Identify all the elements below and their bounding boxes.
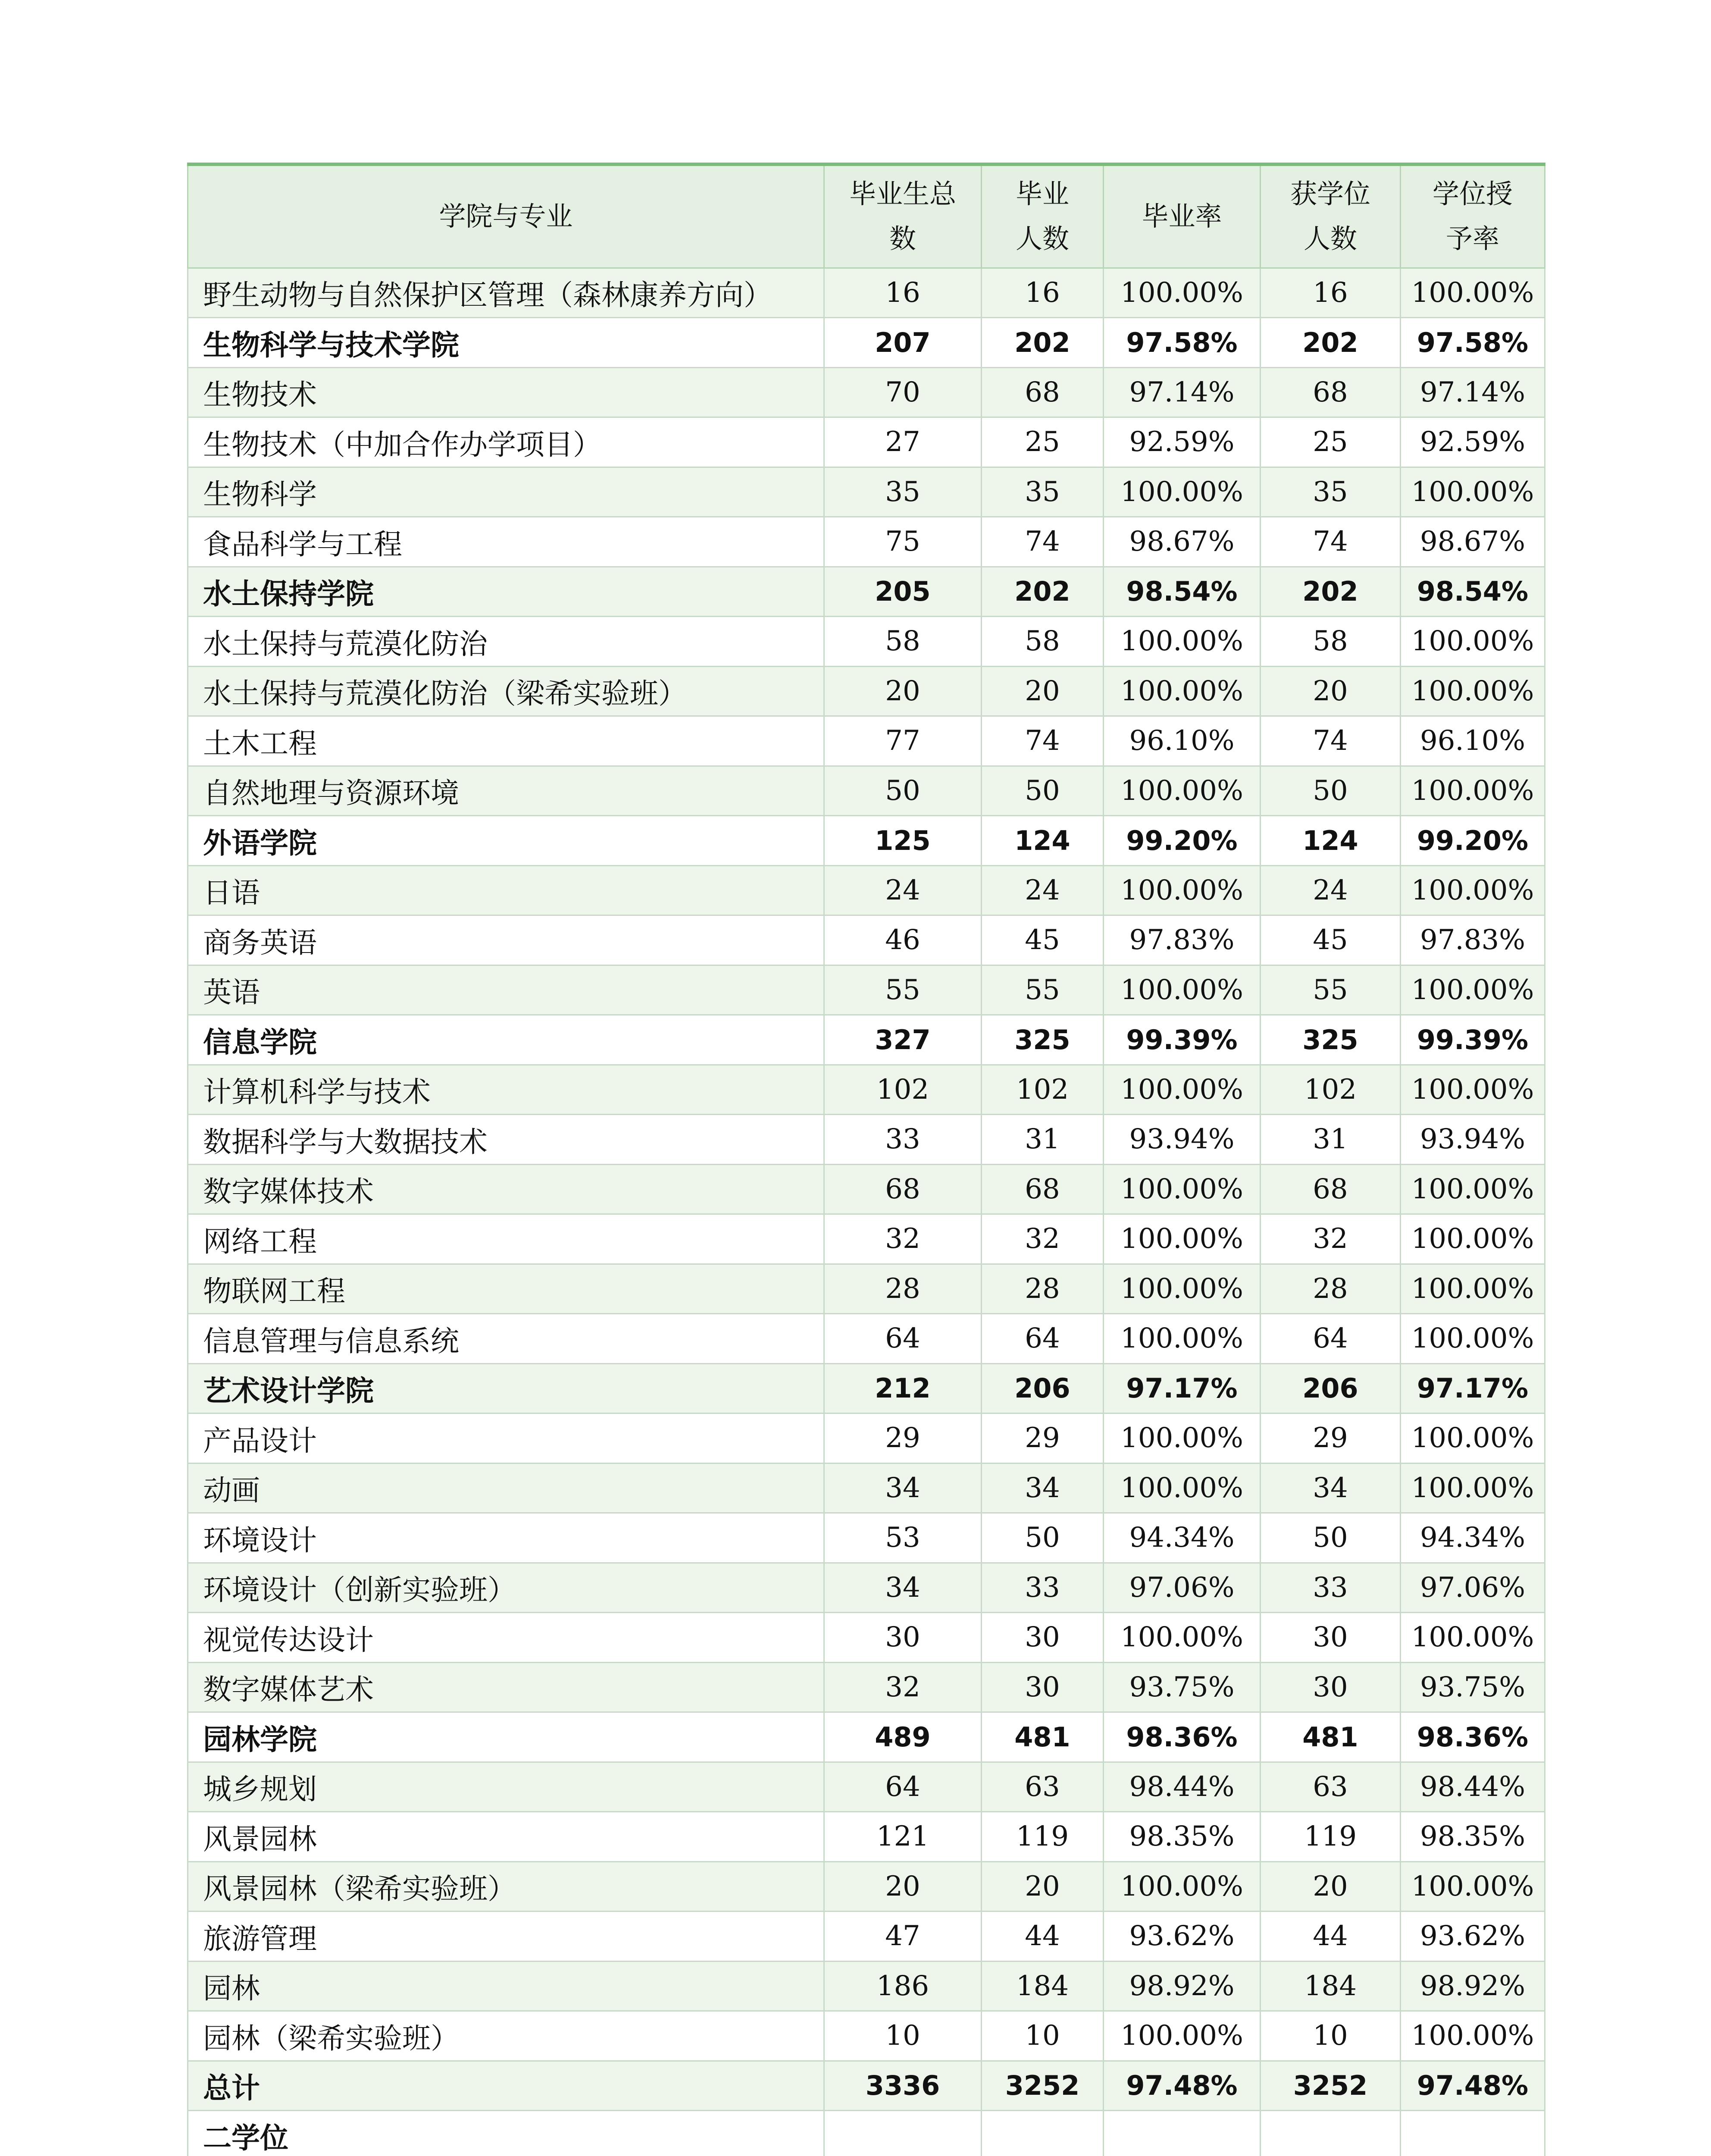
cell-total: 27 [824, 417, 982, 467]
cell-degree: 63 [1261, 1762, 1401, 1812]
table-row [188, 1413, 1545, 1463]
cell-total: 33 [824, 1115, 982, 1165]
cell-degree-rate: 93.75% [1401, 1662, 1545, 1712]
cell-degree: 58 [1261, 617, 1401, 667]
cell-graduated: 10 [982, 2011, 1104, 2061]
cell-degree-rate [1401, 2111, 1545, 2156]
cell-degree: 50 [1261, 1513, 1401, 1563]
cell-degree-rate: 100.00% [1401, 617, 1545, 667]
cell-total: 125 [824, 816, 982, 866]
table-row [188, 1563, 1545, 1613]
cell-degree: 68 [1261, 367, 1401, 417]
cell-degree: 74 [1261, 517, 1401, 567]
cell-graduated: 68 [982, 367, 1104, 417]
table-row [188, 766, 1545, 816]
cell-grad-rate: 100.00% [1104, 965, 1261, 1015]
header-degree-rate: 学位授 予率 [1401, 164, 1545, 268]
cell-grad-rate: 99.20% [1104, 816, 1261, 866]
cell-name: 水土保持学院 [188, 567, 824, 617]
cell-total: 34 [824, 1563, 982, 1613]
cell-name: 园林（梁希实验班） [188, 2011, 824, 2061]
cell-name: 外语学院 [188, 816, 824, 866]
cell-degree: 3252 [1261, 2061, 1401, 2111]
cell-total: 53 [824, 1513, 982, 1563]
cell-degree-rate: 93.62% [1401, 1912, 1545, 1962]
cell-total: 35 [824, 467, 982, 517]
cell-total: 75 [824, 517, 982, 567]
graduation-stats-table [187, 163, 1545, 2156]
cell-grad-rate: 100.00% [1104, 1413, 1261, 1463]
cell-degree-rate: 98.35% [1401, 1812, 1545, 1862]
cell-graduated: 206 [982, 1363, 1104, 1413]
cell-graduated: 325 [982, 1015, 1104, 1065]
table-row [188, 666, 1545, 716]
cell-graduated [982, 2111, 1104, 2156]
cell-degree: 20 [1261, 1861, 1401, 1912]
table-row-group [188, 816, 1545, 866]
table-row [188, 617, 1545, 667]
table-row [188, 1264, 1545, 1314]
cell-grad-rate: 100.00% [1104, 1264, 1261, 1314]
cell-degree-rate: 100.00% [1401, 467, 1545, 517]
cell-degree: 30 [1261, 1662, 1401, 1712]
cell-graduated: 184 [982, 1961, 1104, 2011]
cell-name: 土木工程 [188, 716, 824, 766]
header-college-major: 学院与专业 [188, 164, 824, 268]
cell-degree: 30 [1261, 1613, 1401, 1663]
cell-total: 20 [824, 1861, 982, 1912]
table-row [188, 467, 1545, 517]
cell-total: 64 [824, 1314, 982, 1364]
cell-name: 计算机科学与技术 [188, 1065, 824, 1115]
cell-name: 生物技术（中加合作办学项目） [188, 417, 824, 467]
cell-total: 30 [824, 1613, 982, 1663]
cell-name: 网络工程 [188, 1214, 824, 1264]
cell-degree: 50 [1261, 766, 1401, 816]
cell-degree: 206 [1261, 1363, 1401, 1413]
cell-grad-rate: 100.00% [1104, 1214, 1261, 1264]
cell-grad-rate: 100.00% [1104, 1613, 1261, 1663]
table-row [188, 367, 1545, 417]
cell-name: 自然地理与资源环境 [188, 766, 824, 816]
cell-degree-rate: 100.00% [1401, 666, 1545, 716]
cell-graduated: 58 [982, 617, 1104, 667]
cell-graduated: 28 [982, 1264, 1104, 1314]
cell-graduated: 44 [982, 1912, 1104, 1962]
cell-degree: 32 [1261, 1214, 1401, 1264]
header-degree-count: 获学位 人数 [1261, 164, 1401, 268]
cell-total: 32 [824, 1662, 982, 1712]
cell-degree: 124 [1261, 816, 1401, 866]
table-row [188, 965, 1545, 1015]
cell-total: 20 [824, 666, 982, 716]
cell-graduated: 30 [982, 1613, 1104, 1663]
cell-graduated: 119 [982, 1812, 1104, 1862]
cell-graduated: 202 [982, 567, 1104, 617]
cell-total: 34 [824, 1463, 982, 1513]
cell-degree-rate: 98.54% [1401, 567, 1545, 617]
cell-degree: 102 [1261, 1065, 1401, 1115]
cell-total: 68 [824, 1164, 982, 1214]
cell-degree-rate: 93.94% [1401, 1115, 1545, 1165]
cell-degree-rate: 97.58% [1401, 318, 1545, 368]
cell-degree-rate: 100.00% [1401, 1463, 1545, 1513]
cell-grad-rate: 98.67% [1104, 517, 1261, 567]
cell-graduated: 20 [982, 666, 1104, 716]
cell-degree-rate: 97.14% [1401, 367, 1545, 417]
cell-degree: 481 [1261, 1712, 1401, 1762]
cell-total: 102 [824, 1065, 982, 1115]
cell-grad-rate: 100.00% [1104, 1861, 1261, 1912]
cell-grad-rate: 100.00% [1104, 2011, 1261, 2061]
cell-name: 数字媒体技术 [188, 1164, 824, 1214]
table-row [188, 1912, 1545, 1962]
table-row [188, 1613, 1545, 1663]
cell-degree: 44 [1261, 1912, 1401, 1962]
cell-total: 3336 [824, 2061, 982, 2111]
table-row [188, 716, 1545, 766]
cell-degree: 34 [1261, 1463, 1401, 1513]
cell-grad-rate: 100.00% [1104, 1463, 1261, 1513]
cell-graduated: 33 [982, 1563, 1104, 1613]
table-row [188, 1861, 1545, 1912]
table-row-group [188, 1363, 1545, 1413]
cell-name: 野生动物与自然保护区管理（森林康养方向） [188, 268, 824, 318]
cell-name: 数字媒体艺术 [188, 1662, 824, 1712]
cell-total: 50 [824, 766, 982, 816]
cell-name: 旅游管理 [188, 1912, 824, 1962]
cell-name: 园林学院 [188, 1712, 824, 1762]
cell-grad-rate: 97.58% [1104, 318, 1261, 368]
cell-degree-rate: 92.59% [1401, 417, 1545, 467]
cell-degree: 29 [1261, 1413, 1401, 1463]
table-row [188, 268, 1545, 318]
cell-degree-rate: 97.83% [1401, 915, 1545, 965]
cell-degree: 25 [1261, 417, 1401, 467]
header-graduation-rate: 毕业率 [1104, 164, 1261, 268]
cell-degree-rate: 98.44% [1401, 1762, 1545, 1812]
cell-graduated: 64 [982, 1314, 1104, 1364]
cell-degree: 325 [1261, 1015, 1401, 1065]
cell-degree: 68 [1261, 1164, 1401, 1214]
cell-name: 信息管理与信息系统 [188, 1314, 824, 1364]
cell-name: 生物科学与技术学院 [188, 318, 824, 368]
cell-degree: 24 [1261, 865, 1401, 915]
cell-grad-rate: 100.00% [1104, 766, 1261, 816]
cell-graduated: 74 [982, 716, 1104, 766]
cell-grad-rate: 97.06% [1104, 1563, 1261, 1613]
cell-graduated: 24 [982, 865, 1104, 915]
cell-total: 205 [824, 567, 982, 617]
cell-total: 46 [824, 915, 982, 965]
cell-total: 32 [824, 1214, 982, 1264]
cell-graduated: 30 [982, 1662, 1104, 1712]
table-row [188, 2011, 1545, 2061]
cell-name: 风景园林（梁希实验班） [188, 1861, 824, 1912]
cell-degree: 45 [1261, 915, 1401, 965]
cell-grad-rate: 98.35% [1104, 1812, 1261, 1862]
cell-graduated: 102 [982, 1065, 1104, 1115]
cell-graduated: 31 [982, 1115, 1104, 1165]
cell-total: 186 [824, 1961, 982, 2011]
cell-total: 55 [824, 965, 982, 1015]
cell-degree: 31 [1261, 1115, 1401, 1165]
cell-grad-rate: 93.94% [1104, 1115, 1261, 1165]
table-row-group [188, 2061, 1545, 2111]
cell-name: 英语 [188, 965, 824, 1015]
cell-grad-rate: 97.48% [1104, 2061, 1261, 2111]
table-row [188, 1065, 1545, 1115]
table-row [188, 1762, 1545, 1812]
cell-total: 58 [824, 617, 982, 667]
cell-degree-rate: 96.10% [1401, 716, 1545, 766]
cell-degree [1261, 2111, 1401, 2156]
cell-degree-rate: 97.48% [1401, 2061, 1545, 2111]
cell-degree-rate: 100.00% [1401, 965, 1545, 1015]
cell-grad-rate: 100.00% [1104, 617, 1261, 667]
cell-degree: 28 [1261, 1264, 1401, 1314]
cell-grad-rate: 100.00% [1104, 467, 1261, 517]
cell-name: 环境设计（创新实验班） [188, 1563, 824, 1613]
cell-total: 29 [824, 1413, 982, 1463]
cell-total: 70 [824, 367, 982, 417]
cell-graduated: 45 [982, 915, 1104, 965]
cell-name: 水土保持与荒漠化防治（梁希实验班） [188, 666, 824, 716]
table-row [188, 1513, 1545, 1563]
cell-total: 207 [824, 318, 982, 368]
cell-grad-rate: 100.00% [1104, 1065, 1261, 1115]
table-row [188, 1164, 1545, 1214]
cell-degree-rate: 97.06% [1401, 1563, 1545, 1613]
cell-graduated: 68 [982, 1164, 1104, 1214]
cell-name: 生物科学 [188, 467, 824, 517]
cell-name: 信息学院 [188, 1015, 824, 1065]
cell-total: 16 [824, 268, 982, 318]
cell-name: 产品设计 [188, 1413, 824, 1463]
table-row-group [188, 1712, 1545, 1762]
cell-grad-rate [1104, 2111, 1261, 2156]
cell-name: 视觉传达设计 [188, 1613, 824, 1663]
cell-degree: 202 [1261, 567, 1401, 617]
table-row-group [188, 318, 1545, 368]
cell-graduated: 202 [982, 318, 1104, 368]
cell-graduated: 3252 [982, 2061, 1104, 2111]
cell-name: 总计 [188, 2061, 824, 2111]
cell-degree-rate: 100.00% [1401, 766, 1545, 816]
cell-degree-rate: 100.00% [1401, 1065, 1545, 1115]
cell-grad-rate: 97.14% [1104, 367, 1261, 417]
cell-grad-rate: 99.39% [1104, 1015, 1261, 1065]
cell-name: 环境设计 [188, 1513, 824, 1563]
table-body [188, 268, 1545, 2156]
cell-degree-rate: 99.39% [1401, 1015, 1545, 1065]
cell-grad-rate: 97.83% [1104, 915, 1261, 965]
cell-degree-rate: 97.17% [1401, 1363, 1545, 1413]
table-row [188, 1662, 1545, 1712]
cell-degree-rate: 94.34% [1401, 1513, 1545, 1563]
cell-graduated: 32 [982, 1214, 1104, 1264]
table-row [188, 1314, 1545, 1364]
header-total-graduates: 毕业生总 数 [824, 164, 982, 268]
cell-graduated: 74 [982, 517, 1104, 567]
cell-grad-rate: 93.62% [1104, 1912, 1261, 1962]
cell-total: 121 [824, 1812, 982, 1862]
cell-grad-rate: 100.00% [1104, 865, 1261, 915]
cell-grad-rate: 93.75% [1104, 1662, 1261, 1712]
table-row [188, 1961, 1545, 2011]
cell-total: 47 [824, 1912, 982, 1962]
cell-graduated: 63 [982, 1762, 1104, 1812]
cell-name: 城乡规划 [188, 1762, 824, 1812]
cell-degree: 184 [1261, 1961, 1401, 2011]
cell-graduated: 55 [982, 965, 1104, 1015]
cell-name: 日语 [188, 865, 824, 915]
table-row [188, 517, 1545, 567]
cell-degree: 119 [1261, 1812, 1401, 1862]
cell-total: 24 [824, 865, 982, 915]
cell-total: 77 [824, 716, 982, 766]
cell-graduated: 481 [982, 1712, 1104, 1762]
cell-grad-rate: 98.54% [1104, 567, 1261, 617]
cell-graduated: 20 [982, 1861, 1104, 1912]
table-row [188, 417, 1545, 467]
cell-name: 二学位 [188, 2111, 824, 2156]
cell-degree: 16 [1261, 268, 1401, 318]
cell-degree-rate: 98.92% [1401, 1961, 1545, 2011]
cell-graduated: 16 [982, 268, 1104, 318]
cell-grad-rate: 100.00% [1104, 1314, 1261, 1364]
cell-name: 商务英语 [188, 915, 824, 965]
cell-total: 327 [824, 1015, 982, 1065]
cell-graduated: 25 [982, 417, 1104, 467]
cell-graduated: 35 [982, 467, 1104, 517]
cell-name: 生物技术 [188, 367, 824, 417]
cell-degree-rate: 100.00% [1401, 1613, 1545, 1663]
cell-total: 489 [824, 1712, 982, 1762]
table-row-group [188, 2111, 1545, 2156]
cell-name: 动画 [188, 1463, 824, 1513]
cell-degree-rate: 99.20% [1401, 816, 1545, 866]
table-row-group [188, 567, 1545, 617]
cell-degree-rate: 100.00% [1401, 1264, 1545, 1314]
cell-degree-rate: 100.00% [1401, 1314, 1545, 1364]
cell-graduated: 34 [982, 1463, 1104, 1513]
table-row [188, 1812, 1545, 1862]
cell-grad-rate: 94.34% [1104, 1513, 1261, 1563]
cell-name: 物联网工程 [188, 1264, 824, 1314]
cell-degree-rate: 100.00% [1401, 1164, 1545, 1214]
cell-total [824, 2111, 982, 2156]
cell-degree: 20 [1261, 666, 1401, 716]
cell-degree-rate: 98.36% [1401, 1712, 1545, 1762]
cell-total: 212 [824, 1363, 982, 1413]
cell-grad-rate: 96.10% [1104, 716, 1261, 766]
table-row-group [188, 1015, 1545, 1065]
cell-grad-rate: 100.00% [1104, 1164, 1261, 1214]
cell-graduated: 50 [982, 766, 1104, 816]
cell-name: 艺术设计学院 [188, 1363, 824, 1413]
cell-grad-rate: 100.00% [1104, 268, 1261, 318]
header-graduated-count: 毕业 人数 [982, 164, 1104, 268]
cell-name: 水土保持与荒漠化防治 [188, 617, 824, 667]
cell-graduated: 124 [982, 816, 1104, 866]
cell-degree: 10 [1261, 2011, 1401, 2061]
cell-degree-rate: 100.00% [1401, 1214, 1545, 1264]
cell-degree: 55 [1261, 965, 1401, 1015]
cell-graduated: 50 [982, 1513, 1104, 1563]
cell-grad-rate: 98.44% [1104, 1762, 1261, 1812]
cell-degree-rate: 100.00% [1401, 268, 1545, 318]
cell-degree-rate: 100.00% [1401, 865, 1545, 915]
cell-degree: 202 [1261, 318, 1401, 368]
cell-grad-rate: 92.59% [1104, 417, 1261, 467]
cell-degree-rate: 100.00% [1401, 2011, 1545, 2061]
cell-name: 数据科学与大数据技术 [188, 1115, 824, 1165]
cell-degree-rate: 98.67% [1401, 517, 1545, 567]
cell-total: 28 [824, 1264, 982, 1314]
cell-name: 园林 [188, 1961, 824, 2011]
cell-degree: 64 [1261, 1314, 1401, 1364]
cell-degree-rate: 100.00% [1401, 1861, 1545, 1912]
table-row [188, 1115, 1545, 1165]
cell-degree: 33 [1261, 1563, 1401, 1613]
table-row [188, 865, 1545, 915]
cell-total: 64 [824, 1762, 982, 1812]
cell-name: 风景园林 [188, 1812, 824, 1862]
cell-degree-rate: 100.00% [1401, 1413, 1545, 1463]
cell-degree: 74 [1261, 716, 1401, 766]
cell-grad-rate: 97.17% [1104, 1363, 1261, 1413]
table-row [188, 1214, 1545, 1264]
cell-grad-rate: 100.00% [1104, 666, 1261, 716]
cell-grad-rate: 98.92% [1104, 1961, 1261, 2011]
cell-grad-rate: 98.36% [1104, 1712, 1261, 1762]
cell-degree: 35 [1261, 467, 1401, 517]
cell-total: 10 [824, 2011, 982, 2061]
table-row [188, 1463, 1545, 1513]
cell-graduated: 29 [982, 1413, 1104, 1463]
table-header-row [188, 164, 1545, 268]
table-row [188, 915, 1545, 965]
cell-name: 食品科学与工程 [188, 517, 824, 567]
